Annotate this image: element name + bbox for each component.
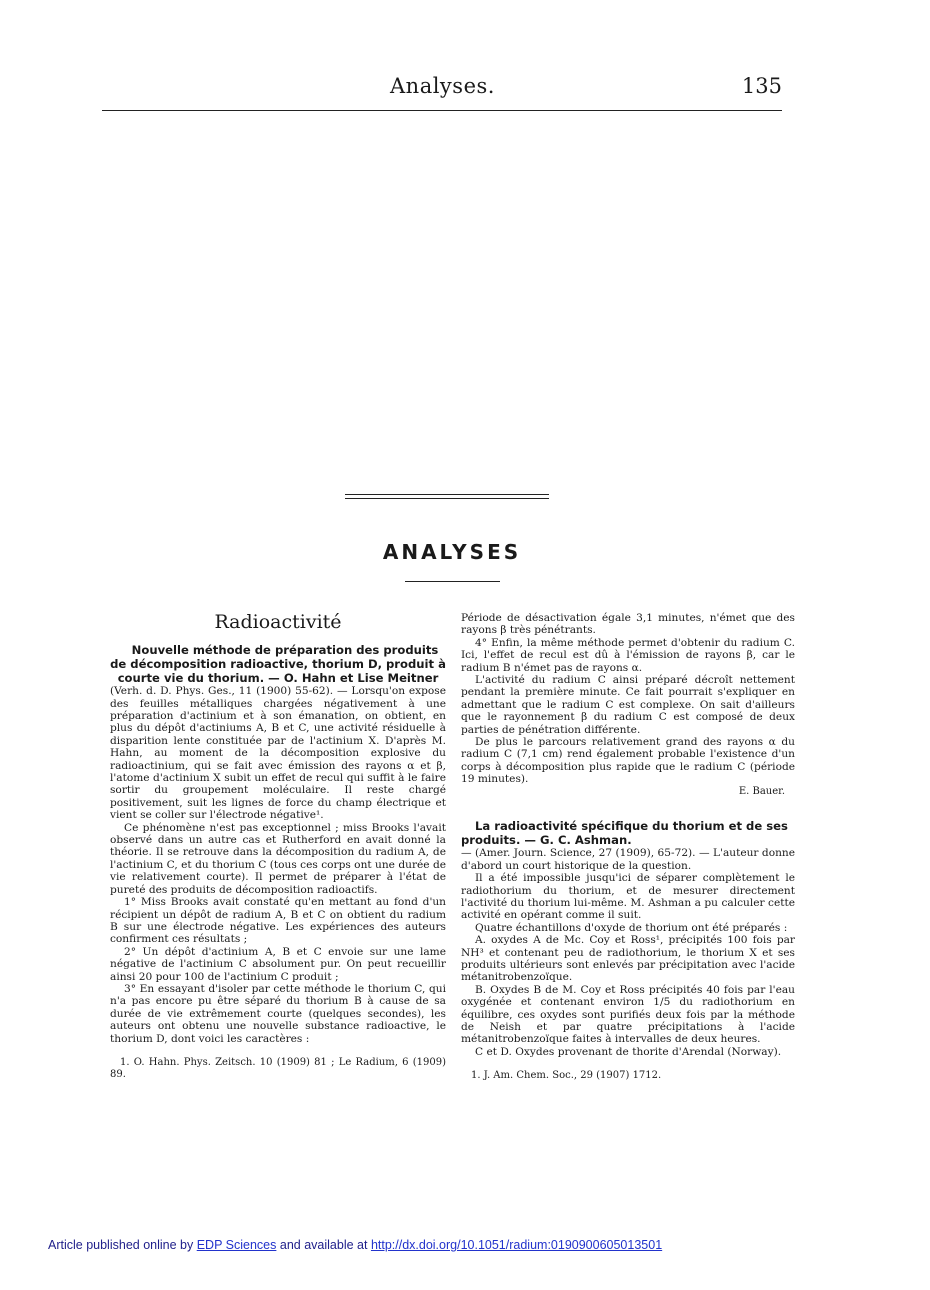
article-title-hahn-meitner: Nouvelle méthode de préparation des produits de décomposition radioactive, thorium D, produit à courte vie du thorium. — O. Hahn et Lise Meitner (110, 643, 446, 685)
article-paragraph: B. Oxydes B de M. Coy et Ross précipités 40 fois par l'eau oxygénée et contenant environ 1/5 du radiothorium en équilibre, ces oxydes sont purifiés deux fois par la méthode de Neish et par quatre précipitations à l'acide métanitrobenzoïque faites à intervalles de deux heures. (461, 983, 795, 1046)
article-paragraph: De plus le parcours relativement grand des rayons α du radium C (7,1 cm) rend également probable l'existence d'un corps à décomposition plus rapide que le radium C (période 19 minutes). (461, 736, 795, 786)
article-paragraph: 1° Miss Brooks avait constaté qu'en mettant au fond d'un récipient un dépôt de radium A, B et C on obtient du radium B sur une électrode négative. Les expériences des auteurs confirment ces résultats ; (110, 896, 446, 946)
article-paragraph: Ce phénomène n'est pas exceptionnel ; miss Brooks l'avait observé dans un autre cas et Rutherford en avait donné la théorie. Il se retrouve dans la décomposition du radium A, de l'actinium C, et du thorium C (tous ces corps ont une durée de vie relativement courte). Il permet de préparer à l'état de pureté des produits de décomposition radioactifs. (110, 821, 446, 896)
footer-middle: and available at (279, 1238, 368, 1252)
publisher-link[interactable]: EDP Sciences (196, 1238, 277, 1252)
publication-footer (48, 1238, 662, 1252)
article-paragraph: 4° Enfin, la même méthode permet d'obtenir du radium C. Ici, l'effet de recul est dû à l'émission de rayons β, car le radium B n'émet pas de rayons α. (461, 636, 795, 674)
double-rule-top (345, 494, 549, 495)
article-gap (461, 798, 795, 820)
article-paragraph: Il a été impossible jusqu'ici de séparer complètement le radiothorium du thorium, et de mesurer directement l'activité du thorium lui-même. M. Ashman a pu calculer cette activité en opérant comme il suit. (461, 872, 795, 922)
header-rule (102, 110, 782, 111)
article-paragraph: L'activité du radium C ainsi préparé décroît nettement pendant la première minute. Ce fait pourrait s'expliquer en admettant que le radium C est complexe. On sait d'ailleurs que le rayonnement β du radium C est composé de deux parties de pénétration différente. (461, 674, 795, 736)
article-paragraph: (Verh. d. D. Phys. Ges., 11 (1900) 55-62). — Lorsqu'on expose des feuilles métalliques chargées négativement à une préparation d'actinium et à son émanation, on obtient, en plus du dépôt d'actiniums A, B et C, une activité résiduelle à disparition lente constituée par de l'actinium X. D'après M. Hahn, au moment de la décomposition explosive du radioactinium, qui se fait avec émission des rayons α et β, l'atome d'actinium X subit un effet de recul qui suffit à le faire sortir du groupement moléculaire. Il reste chargé positivement, suit les lignes de force du champ électrique et vient se coller sur l'électrode négative¹. (110, 685, 446, 822)
doi-link[interactable]: http://dx.doi.org/10.1051/radium:0190900605013501 (370, 1238, 663, 1252)
section-title-rule (405, 581, 500, 582)
subheading-radioactivite: Radioactivité (214, 611, 342, 633)
double-rule-bottom (345, 498, 549, 499)
page-number: 135 (741, 74, 782, 98)
page-header (102, 74, 782, 104)
article-paragraph: — (Amer. Journ. Science, 27 (1909), 65-72). — L'auteur donne d'abord un court historique de la question. (461, 847, 795, 872)
article-title-ashman: La radioactivité spécifique du thorium et de ses produits. — G. C. Ashman. (461, 819, 788, 847)
article-paragraph: Période de désactivation égale 3,1 minutes, n'émet que des rayons β très pénétrants. (461, 612, 795, 637)
running-head: Analyses. (390, 74, 495, 98)
footnote-text: 1. J. Am. Chem. Soc., 29 (1907) 1712. (471, 1070, 662, 1082)
left-column (110, 611, 446, 1082)
footer-prefix: Article published online by (48, 1238, 194, 1252)
article-paragraph: 3° En essayant d'isoler par cette méthode le thorium C, qui n'a pas encore pu être séparé du thorium B à cause de sa durée de vie extrêmement courte (quelques secondes), les auteurs ont obtenu une nouvelle substance radioactive, le thorium D, dont voici les caractères : (110, 982, 446, 1045)
author-signature: E. Bauer. (738, 785, 785, 797)
footnote-text: 1. O. Hahn. Phys. Zeitsch. 10 (1909) 81 ; Le Radium, 6 (1909) 89. (110, 1056, 446, 1081)
right-column (461, 612, 795, 1083)
article-paragraph: 2° Un dépôt d'actinium A, B et C envoie sur une lame négative de l'actinium C absolument pur. On peut recueillir ainsi 20 pour 100 de l'actinium C produit ; (110, 945, 446, 983)
article-paragraph: Quatre échantillons d'oxyde de thorium ont été préparés : (475, 921, 788, 934)
footnote-left (110, 1057, 446, 1082)
section-title: ANALYSES (382, 540, 522, 564)
article-paragraph: C et D. Oxydes provenant de thorite d'Arendal (Norway). (475, 1045, 782, 1058)
footnote-right (461, 1070, 795, 1082)
article-paragraph: A. oxydes A de Mc. Coy et Ross¹, précipités 100 fois par NH³ et contenant peu de radiothorium, le thorium X et ses produits ultérieurs sont enlevés par précipitation avec l'acide métanitrobenzoïque. (461, 934, 795, 984)
